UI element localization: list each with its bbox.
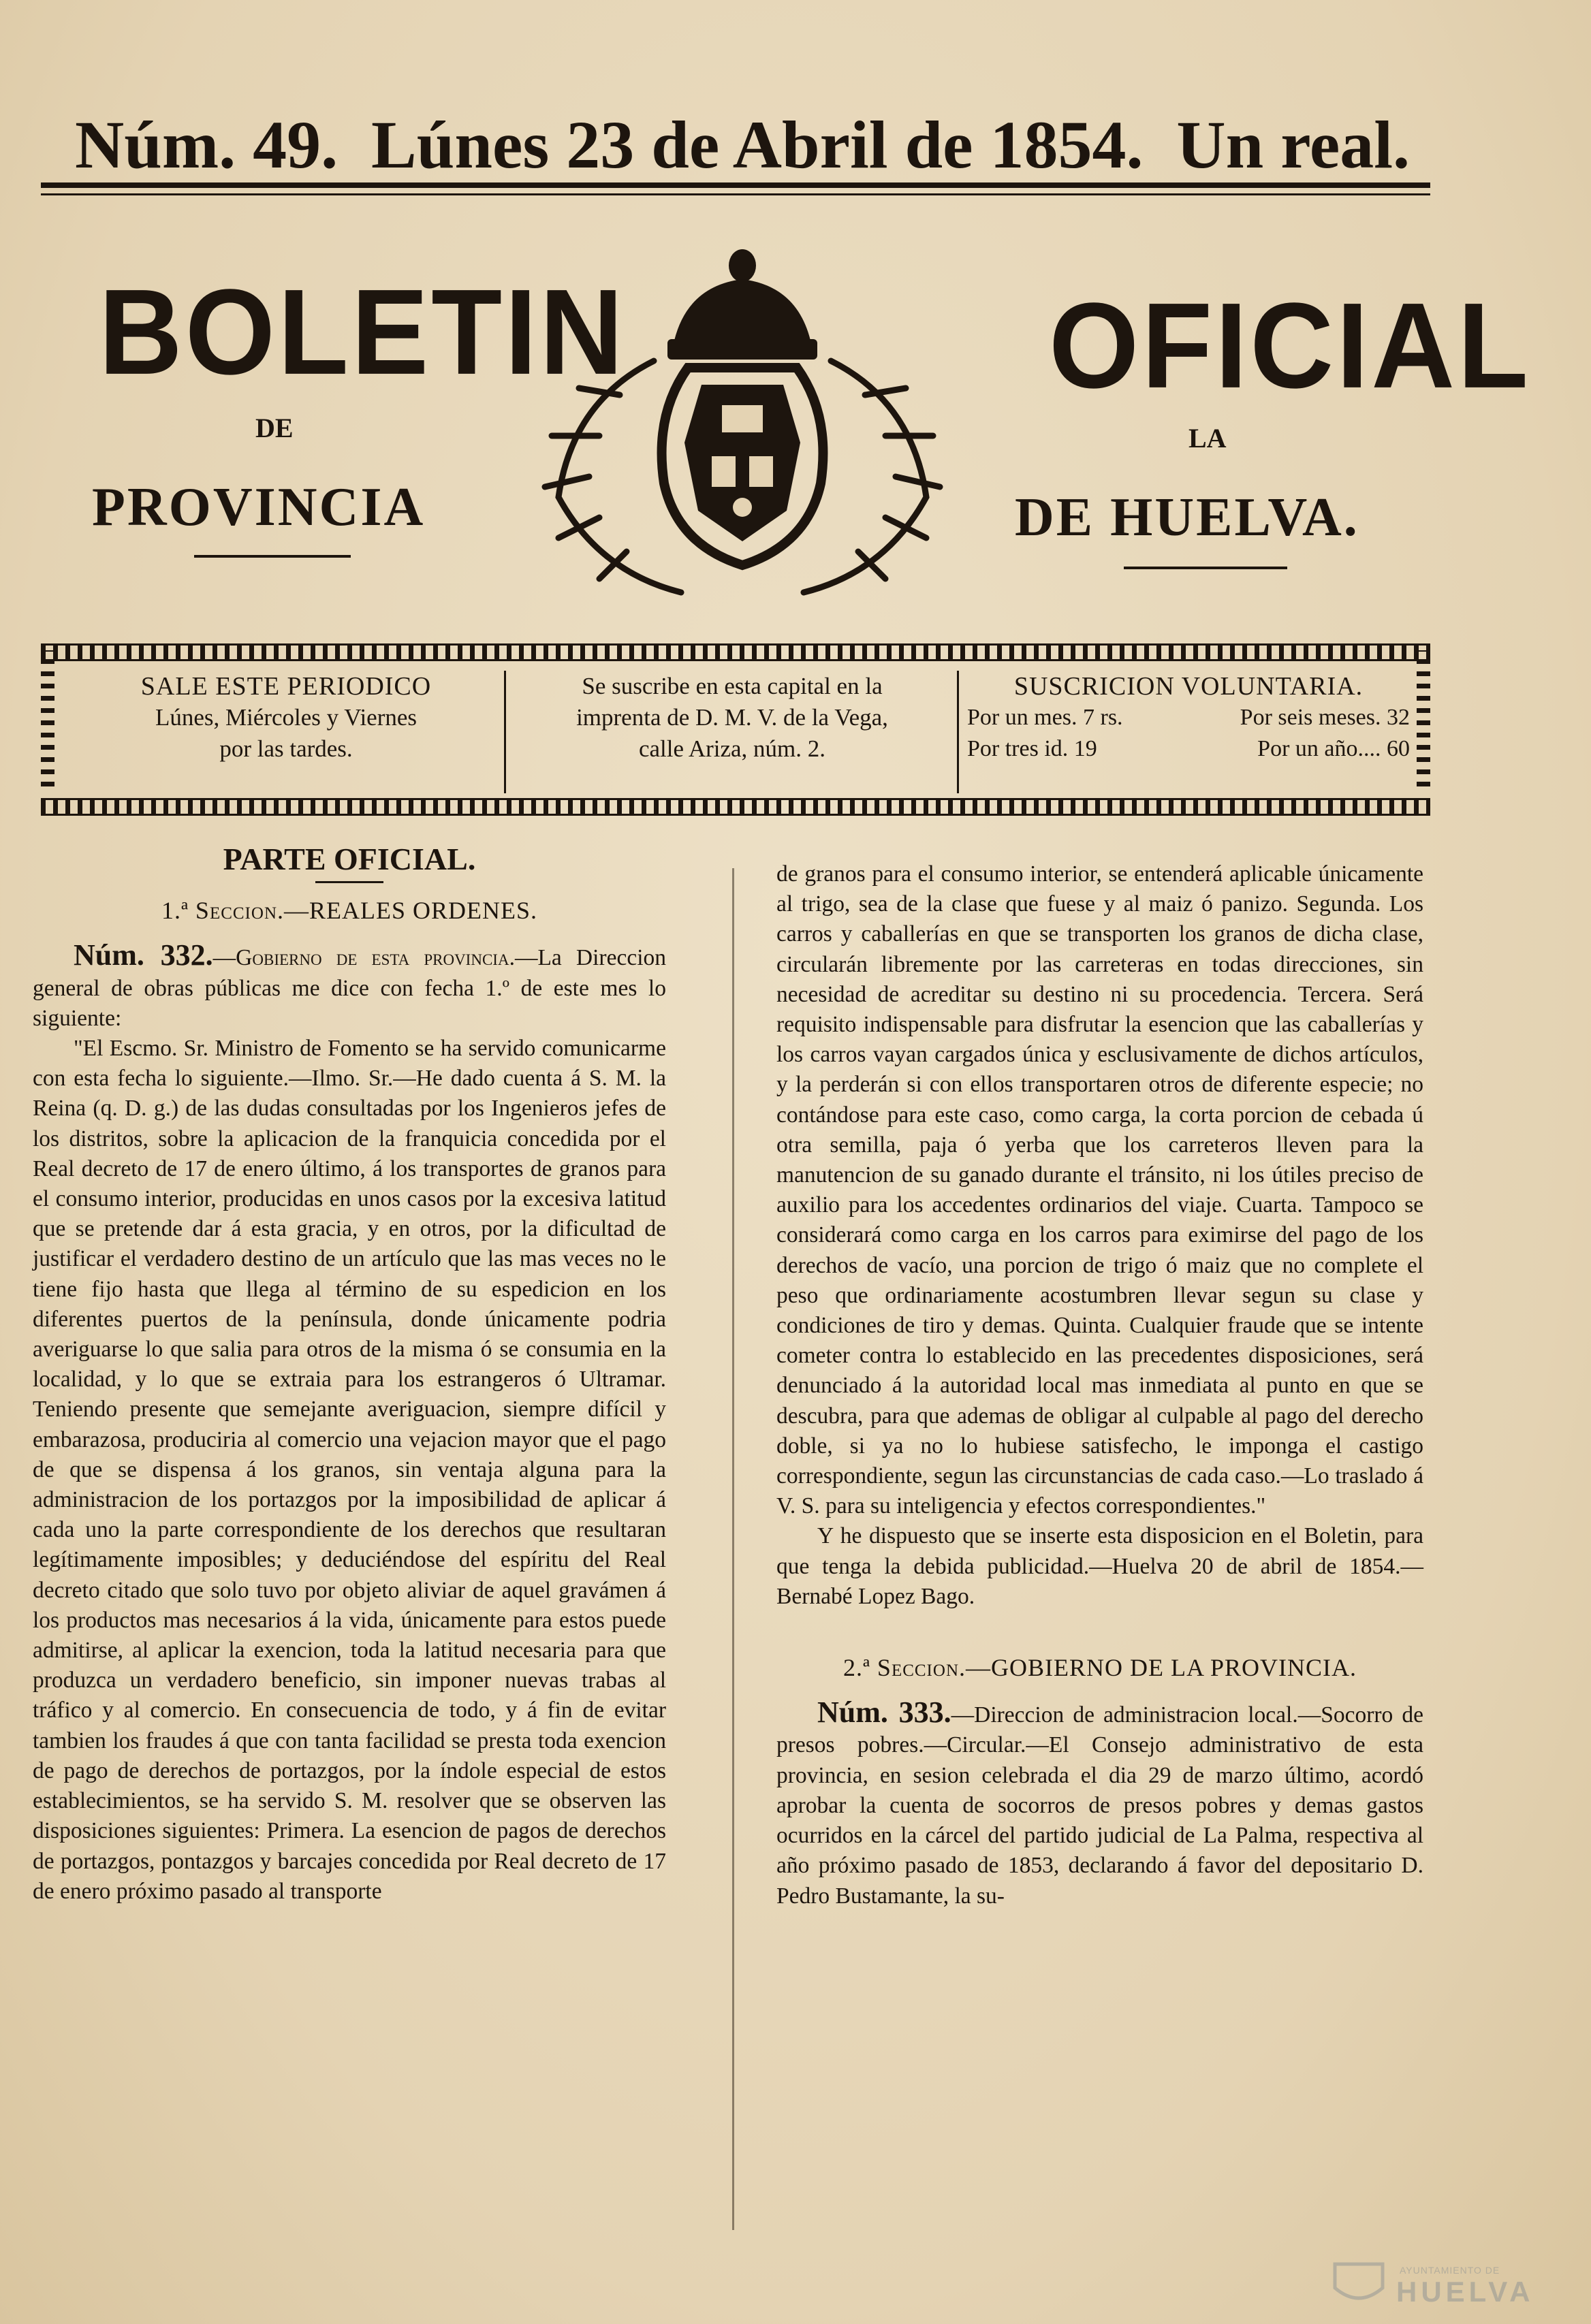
column-divider bbox=[732, 868, 734, 2230]
info-subscription-place bbox=[514, 671, 950, 783]
rate-six-months: Por seis meses. 32 bbox=[1240, 705, 1410, 730]
info-rates-row-1 bbox=[967, 702, 1410, 733]
coat-of-arms-emblem bbox=[518, 238, 967, 606]
issue-date: Lúnes 23 de Abril de 1854. bbox=[371, 107, 1144, 182]
section-2-subtitle: 2.ª Seccion.—GOBIERNO DE LA PROVINCIA. bbox=[842, 1654, 1357, 1682]
left-column bbox=[33, 844, 666, 1907]
watermark-shield-icon bbox=[1328, 2261, 1389, 2308]
info-subscription-rates bbox=[967, 671, 1410, 783]
title-provincia: PROVINCIA bbox=[92, 477, 426, 537]
article-intro: —La Direccion general de obras públicas me dice con fecha 1.º de este mes lo siguiente: bbox=[33, 945, 666, 1031]
archive-watermark bbox=[1314, 2261, 1573, 2308]
article-body: "El Escmo. Sr. Ministro de Fomento se ha servido comunicarme con esta fecha lo siguiente.—Ilmo. Sr.—He dado cuenta á S. M. la Reina (q. D. g.) de las dudas consultadas por los Ingenieros jefes de los distritos, sobre la aplicacion de la franquicia concedida por el Real decreto de 17 de enero último, á los transportes de granos para el consumo interior, producidas en unos casos por la excesiva latitud que se pretende dar á esta gracia, y en otros, por la dificultad de justificar el verdadero destino de un artículo que las mas veces no le tiene fijo hasta que llega al término de su espedicion en los diferentes puertos de la península, donde únicamente podria averiguarse lo que salia para otros de la misma ó se consumia en la localidad, y lo que se extraia para los estrangeros ó Ultramar. Teniendo presente que semejante averiguacion, siempre difícil y embarazosa, produciria al comercio una vejacion mayor que el pago de que se dispensa á los granos, sin ventaja alguna para la administracion de los portazgos por la imposibilidad de aplicar á cada uno la parte correspondiente de los derechos que resultaran legítimamente imposibles; y deduciéndose del espíritu del Real decreto citado que solo tuvo por objeto aliviar de aquel gravámen á los productos mas necesarios á la vida, únicamente para estos puede admitirse, al aplicar la exencion, toda la latitud necesaria para que produzca un verdadero beneficio, sin imponer nuevas trabas al tráfico y al comercio. En consecuencia de todo, y á fin de evitar tambien los fraudes á que con tanta facilidad se presta toda exencion de pago de derechos de portazgos, por la índole especial de estos establecimientos, se ha servido S. M. resolver que se observen las disposiciones siguientes: Primera. La esencion de pagos de derechos de portazgos, pontazgos y barcajes concedida por Real decreto de 17 de enero próximo pasado al transporte bbox=[33, 1036, 666, 1904]
article-closing: Y he dispuesto que se inserte esta disposicion en el Boletin, para que tenga la debida publicidad.—Huelva 20 de abril de 1854.—Bernabé Lopez Bago. bbox=[776, 1523, 1423, 1609]
info-place-line3: calle Ariza, núm. 2. bbox=[638, 735, 826, 762]
info-schedule-days: Lúnes, Miércoles y Viernes bbox=[155, 704, 418, 731]
article-continuation: de granos para el consumo interior, se entenderá aplicable únicamente al trigo, sea de la clase que fuese y al maiz ó panizo. Segunda. Los carros y caballerías en que se transporten los granos de dicha clase, circularán libremente por las carreteras en todas direcciones, sin necesidad de acreditar su destino ni su procedencia. Tercera. Será requisito indispensable para disfrutar la esencion que las caballerías y los carros vayan cargados única y esclusivamente de dichos artículos, y la perderán si con ellos transportaren otros de diferente especie; no contándose para este caso, como carga, la corta porcion de cebada ú otra semilla, paja ó yerba que los carreteros lleven para la manutencion de su ganado durante el tránsito, ni los útiles preciso de auxilio para los accedentes ordinarios del viaje. Cuarta. Tampoco se considerará como carga en los carros para eximirse del pago de los derechos de vacío, una porcion de trigo ó maiz que no complete el peso que ordinariamente acostumbren llevar segun su clase y condiciones de tiro y demas. Quinta. Cualquier fraude que se intente cometer contra lo establecido en las precedentes disposiciones, será denunciado á la autoridad local mas inmediata al punto en que se descubra, para que ademas de obligar al culpable al pago del derecho doble, si ya no lo hubiese satisfecho, le imponga el castigo correspondiente, segun las circunstancias de cada caso.—Lo traslado á V. S. para su inteligencia y efectos correspondientes." bbox=[776, 861, 1423, 1519]
info-divider-1 bbox=[504, 671, 506, 793]
info-schedule bbox=[75, 671, 497, 783]
title-de-huelva: DE HUELVA. bbox=[1015, 488, 1359, 547]
title-ornament-left bbox=[194, 555, 351, 558]
rate-three-months: Por tres id. 19 bbox=[967, 736, 1097, 761]
title-oficial: OFICIAL bbox=[1049, 278, 1531, 414]
info-border-right bbox=[1417, 650, 1430, 786]
masthead-rule bbox=[41, 182, 1430, 188]
info-divider-2 bbox=[957, 671, 959, 793]
masthead-line bbox=[41, 102, 1430, 184]
title-ornament-right bbox=[1124, 567, 1287, 569]
watermark-name: HUELVA bbox=[1396, 2276, 1534, 2308]
info-rates-heading: SUSCRICION VOLUNTARIA. bbox=[1013, 672, 1364, 701]
section-subtitle: 1.ª Seccion.—REALES ORDENES. bbox=[161, 897, 538, 925]
section-title: PARTE OFICIAL. bbox=[223, 842, 476, 876]
title-boletin: BOLETIN bbox=[99, 264, 627, 400]
title-de: DE bbox=[255, 413, 294, 443]
rate-one-year: Por un año.... 60 bbox=[1257, 736, 1410, 761]
watermark-subtitle: AYUNTAMIENTO DE bbox=[1400, 2265, 1500, 2276]
info-place-line1: Se suscribe en esta capital en la bbox=[582, 673, 883, 699]
issue-number: Núm. 49. bbox=[75, 107, 338, 182]
info-border-bottom bbox=[41, 798, 1430, 816]
info-border-left bbox=[41, 650, 54, 786]
article-heading: —Gobierno de esta provincia. bbox=[212, 945, 515, 971]
info-rates-row-2 bbox=[967, 733, 1410, 765]
title-la: LA bbox=[1188, 423, 1227, 453]
info-border-top bbox=[41, 643, 1430, 661]
article-number: Núm. 332. bbox=[74, 938, 213, 972]
article-333-number: Núm. 333. bbox=[817, 1696, 951, 1730]
info-schedule-heading: SALE ESTE PERIODICO bbox=[140, 672, 432, 701]
rate-one-month: Por un mes. 7 rs. bbox=[967, 705, 1123, 730]
masthead-rule-thin bbox=[41, 193, 1430, 195]
article-333-body: —Direccion de administracion local.—Socorro de presos pobres.—Circular.—El Consejo administrativo de esta provincia, en sesion celebrada el dia 29 de marzo último, acordó aprobar la cuenta de socorros de presos pobres y demas gastos ocurridos en la cárcel del partido judicial de La Palma, respectiva al año próximo pasado de 1853, declarando á favor del depositario D. Pedro Bustamante, la su- bbox=[776, 1702, 1423, 1909]
info-place-line2: imprenta de D. M. V. de la Vega, bbox=[576, 704, 888, 731]
right-column bbox=[776, 859, 1423, 1911]
section-title-rule bbox=[315, 881, 383, 883]
issue-price: Un real. bbox=[1176, 107, 1410, 182]
info-schedule-time: por las tardes. bbox=[219, 735, 353, 762]
